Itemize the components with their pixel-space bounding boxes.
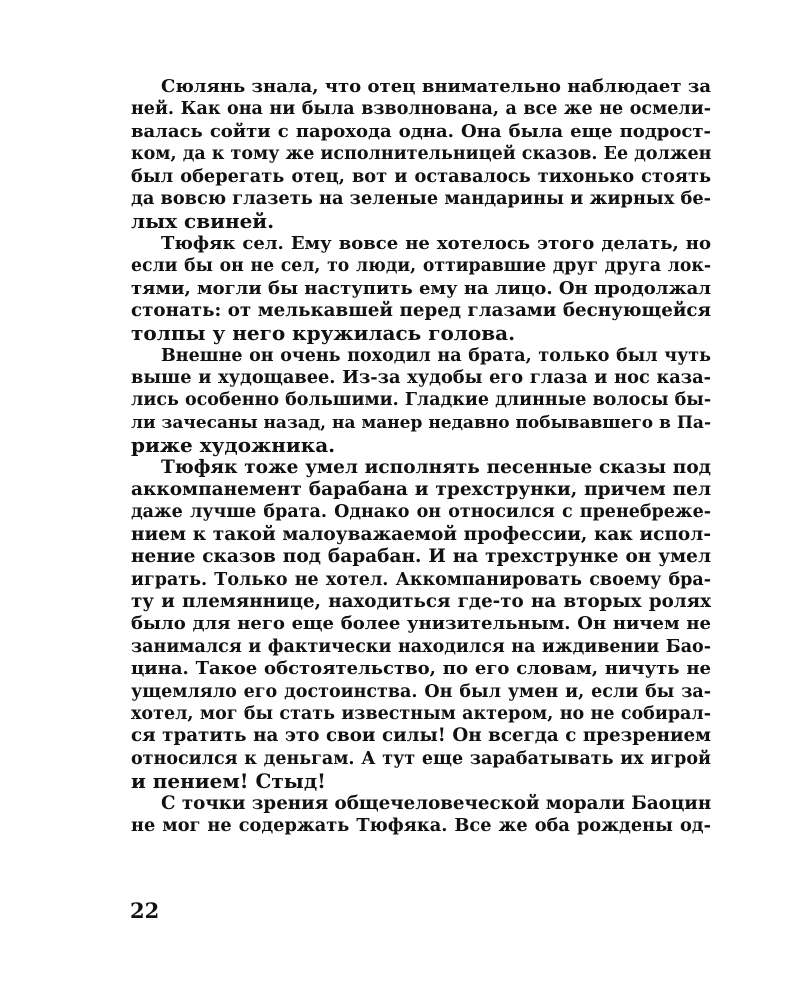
text-line: нием к такой малоуважаемой профессии, как испол-	[131, 523, 711, 545]
text-line: аккомпанемент барабана и трехструнки, причем пел	[131, 479, 711, 501]
text-line: Сюлянь знала, что отец внимательно наблюдает за	[161, 76, 711, 97]
text-line: риже художника.	[131, 433, 336, 458]
text-line: если бы он не сел, то люди, оттиравшие друг друга лок-	[131, 256, 711, 277]
text-line: ком, да к тому же исполнительницей сказов. Ее должен	[131, 144, 712, 165]
text-line: играть. Только не хотел. Аккомпанировать своему бра-	[131, 569, 711, 590]
text-line: и пением! Стыд!	[131, 769, 326, 794]
text-line: ущемляло его достоинства. Он был умен и, если бы за-	[131, 681, 711, 702]
text-line: лись особенно большими. Гладкие длинные волосы бы-	[131, 390, 712, 411]
text-line: тями, могли бы наступить ему на лицо. Он продолжал	[131, 277, 711, 299]
text-line: толпы у него кружилась голова.	[131, 321, 516, 346]
text-line: ся тратить на это свои силы! Он всегда с презрением	[131, 725, 711, 747]
text-line: С точки зрения общечеловеческой морали Баоцин	[161, 792, 712, 814]
text-line: ту и племяннице, находиться где-то на вторых ролях	[131, 590, 711, 612]
text-line: относился к деньгам. А тут еще зарабатывать их игрой	[131, 748, 711, 769]
text-line: цина. Такое обстоятельство, по его словам, ничуть не	[131, 658, 711, 680]
text-line: стонать: от мелькавшей перед глазами беснующейся	[131, 299, 711, 321]
text-line: не мог не содержать Тюфяка. Все же оба рождены од-	[131, 814, 711, 836]
text-line: даже лучше брата. Однако он относился с пренебреже-	[131, 502, 711, 523]
text-line: нение сказов под барабан. И на трехструнке он умел	[131, 546, 711, 568]
body-text	[131, 76, 711, 837]
text-line: ней. Как она ни была взволнована, а все же не осмели-	[131, 99, 711, 120]
text-line: занимался и фактически находился на иждивении Бао-	[131, 636, 711, 657]
text-line: да вовсю глазеть на зеленые мандарины и жирных бе-	[131, 187, 711, 209]
text-line: Тюфяк сел. Ему вовсе не хотелось этого делать, но	[161, 232, 711, 254]
text-line: было для него еще более унизительным. Он ничем не	[131, 613, 711, 635]
text-line: Внешне он очень походил на брата, только был чуть	[161, 345, 711, 366]
text-line: лых свиней.	[131, 209, 275, 234]
text-line: был оберегать отец, вот и оставалось тихонько стоять	[131, 165, 711, 187]
page-number: 22	[130, 898, 160, 923]
text-line: ли зачесаны назад, на манер недавно побывавшего в Па-	[131, 412, 711, 433]
text-line: валась сойти с парохода одна. Она была еще подрост-	[131, 120, 711, 142]
text-line: хотел, мог бы стать известным актером, но не собирал-	[131, 703, 711, 724]
text-line: выше и худощавее. Из-за худобы его глаза и нос каза-	[131, 367, 711, 389]
text-line: Тюфяк тоже умел исполнять песенные сказы под	[161, 456, 711, 478]
